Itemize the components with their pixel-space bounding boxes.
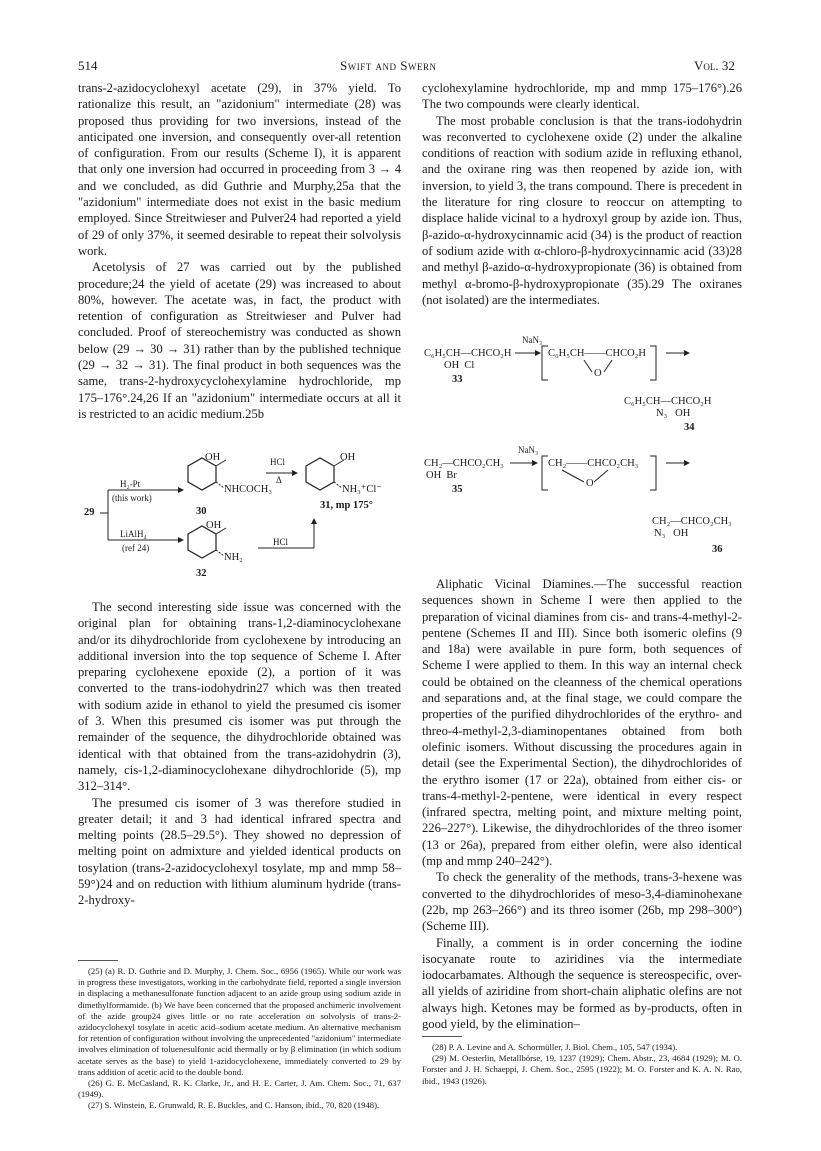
footnote-rule bbox=[422, 1036, 462, 1037]
label-delta: Δ bbox=[276, 475, 282, 485]
page-number: 514 bbox=[78, 58, 98, 73]
substituents: OH Br bbox=[426, 470, 457, 481]
label-h2pt: H₂-Pt bbox=[120, 479, 141, 489]
footnote: (27) S. Winstein, E. Grunwald, R. E. Buckles, and C. Hanson, ibid., 70, 820 (1948). bbox=[88, 1100, 380, 1111]
label-oh: OH bbox=[205, 452, 221, 463]
scheme-oxirane-intermediates bbox=[422, 335, 752, 572]
scheme-svg bbox=[422, 340, 752, 572]
substituents: OH Cl bbox=[444, 360, 475, 371]
footnote: (26) G. E. McCasland, R. K. Clarke, Jr., and H. E. Carter, J. Am. Chem. Soc., 71, 637 (1949). bbox=[78, 1078, 401, 1100]
label-nh3cl: NH₃⁺Cl⁻ bbox=[342, 484, 382, 495]
scheme-svg bbox=[78, 448, 408, 583]
label-hcl: HCl bbox=[270, 457, 286, 467]
paragraph: trans-2-azidocyclohexyl acetate (29), in 37% yield. To rationalize this result, an "azidonium" intermediate (28) was proposed thus providing for two inversions, instead of the anticipated one inversion, and consequently over-all retention of configuration. From our results (Scheme I), it is apparent that only one inversion had occurred in proceeding from 3 → 4 and we concluded, as did Guthrie and Murphy,25a that the "azidonium" intermediate does not exist in the basic medium employed. Since Streitwieser and Pulver24 had reported a yield of 29 of only 37%, it seemed desirable to repeat their solvolysis work. bbox=[78, 81, 401, 258]
label-this-work: (this work) bbox=[112, 493, 152, 503]
compound-number: 35 bbox=[452, 484, 463, 495]
compound-35: CH₂—CHCO₂CH₃ bbox=[424, 458, 504, 469]
reagent-label: NaN₃ bbox=[518, 445, 539, 455]
label-oh: OH bbox=[206, 520, 222, 531]
compound-34: C₆H₅CH—CHCO₂H bbox=[624, 396, 712, 407]
footnotes-left bbox=[78, 966, 401, 1112]
substituents: N₃ OH bbox=[654, 528, 689, 539]
compound-36: CH₂—CHCO₂CH₃ bbox=[652, 516, 732, 527]
left-column-bottom bbox=[78, 599, 401, 909]
compound-label: 31, mp 175° bbox=[320, 500, 373, 511]
label-ref24: (ref 24) bbox=[122, 543, 150, 553]
right-column-bottom bbox=[422, 576, 742, 1032]
compound-number: 29 bbox=[84, 507, 95, 518]
footnotes-right bbox=[422, 1042, 742, 1087]
footnote-rule bbox=[78, 960, 118, 961]
compound-number: 30 bbox=[196, 506, 207, 517]
cyclohexane-ring bbox=[306, 458, 334, 490]
paragraph: The most probable conclusion is that the trans-iodohydrin was reconverted to cyclohexene oxide (2) under the alkaline conditions of reaction with sodium azide in refluxing ethanol, and the oxirane ring was then reopened by azide ion, with inversion, to yield 3, the trans compound. There is precedent in the literature for ring closure to reoccur on attempting to displace halide vicinal to a hydroxyl group by azide ion. Thus, β-azido-α-hydroxycinnamic acid (34) is the product of reaction of sodium azide with α-chloro-β-hydroxycinnamic acid (33)28 and methyl β-azido-α-hydroxypropionate (36) is obtained from methyl α-bromo-β-hydroxypropionate (35).29 The oxiranes (not isolated) are the intermediates. bbox=[422, 113, 742, 307]
paragraph: cyclohexylamine hydrochloride, mp and mmp 175–176°).26 The two compounds were clearly identical. bbox=[422, 81, 742, 112]
label-nhcoch3: NHCOCH₃ bbox=[224, 484, 272, 495]
compound-33: C₆H₅CH—CHCO₂H bbox=[424, 348, 512, 359]
substituents: N₃ OH bbox=[656, 408, 691, 419]
label-lialh4: LiAlH₄ bbox=[120, 529, 147, 539]
label-oh: OH bbox=[340, 452, 356, 463]
running-title: Swift and Swern bbox=[340, 58, 437, 73]
left-column-top bbox=[78, 80, 401, 422]
compound-number: 34 bbox=[684, 422, 695, 433]
oxygen-label: O bbox=[586, 478, 594, 489]
footnote: (29) M. Oesterlin, Metallbörse, 19, 1237 (1929); Chem. Abstr., 23, 4684 (1929); M. O. Forster and J. H. Schaeppi, J. Chem. Soc., 2595 (1922); M. O. Forster and K. A. N. Rao, ibid., 1943 (1926). bbox=[422, 1053, 742, 1086]
paragraph: Acetolysis of 27 was carried out by the published procedure;24 the yield of acetate (29) was increased to about 80%, however. The acetate was, in fact, the product with retention of configuration as Streitwieser and Pulver had concluded. Proof of stereochemistry was conducted as shown below (29 → 30 → 31) rather than by the published technique (29 → 32 → 31). The final product in both sequences was the same, trans-2-hydroxycyclohexylamine hydrochloride, mp 175–176°.24,26 If an "azidonium" intermediate occurs at all it is restricted to an acidic medium.25b bbox=[78, 260, 401, 421]
volume-label: Vol. 32 bbox=[694, 58, 735, 73]
label-hcl: HCl bbox=[273, 537, 289, 547]
oxygen-label: O bbox=[594, 368, 602, 379]
reagent-label: NaN₃ bbox=[522, 335, 543, 345]
paragraph: Aliphatic Vicinal Diamines.—The successful reaction sequences shown in Scheme I were then applied to the preparation of vicinal diamines from cis- and trans-4-methyl-2-pentene (Schemes II and III). Since both isomeric olefins (9 and 18a) were available in pure form, both sequences of Scheme I were applied to them. In this way an internal check could be obtained on the cleanness of the chemical operations and separations and, at the final stage, we could compare the properties of the purified dihydrochlorides of the erythro- and threo-4-methyl-2,3-diaminopentanes obtained from both olefinic isomers. Without discussing the procedures again in detail (see the Experimental Section), the dihydrochlorides of the erythro isomer (17 or 22a), obtained from either cis- or trans-4-methyl-2-pentene, were identical in every respect (infrared spectra, melting point, and mixture melting point, 226–227°). Likewise, the dihydrochlorides of the threo isomer (13 or 26a), prepared from either olefin, were also identical (mp and mmp 240–242°). bbox=[422, 577, 742, 869]
paragraph: The second interesting side issue was concerned with the original plan for obtaining trans-1,2-diaminocyclohexane and/or its dihydrochloride from cyclohexene by introducing an additional inversion into the top sequence of Scheme I. After preparing cyclohexene epoxide (2), a portion of it was converted to the trans-iodohydrin27 which was then treated with sodium azide in ethanol to yield the presumed cis isomer of 3. When this presumed cis isomer was put through the remainder of the sequence, the dihydrochloride obtained was identical with that obtained from the trans-azidohydrin (3), namely, cis-1,2-diaminocyclohexane dihydrochloride (5), mp 312–314°. bbox=[78, 600, 401, 794]
footnote: (25) (a) R. D. Guthrie and D. Murphy, J. Chem. Soc., 6956 (1965). While our work was in progress these investigators, working in the carbohydrate field, reported a single inversion in displacing a methanesulfonate function adjacent to an azide group using sodium azide in dimethylformamide. (b) We have been concerned that the proposed anchimeric involvement of the azide group24 gives little or no rate acceleration on solvolysis of trans-2-azidocyclohexyl tosylate in acetic acid–sodium acetate medium. An alternative mechanism for retention of configuration without involving the unprecedented "azidonium" intermediate involves elimination of toluenesulfonic acid thermally or by β elimination (in which sodium acetate serves as the base) to yield 1-azidocyclohexene, immediately converted to 29 by trans addition of acetic acid to the double bond. bbox=[78, 966, 401, 1077]
right-column-top bbox=[422, 80, 742, 308]
paragraph: Finally, a comment is in order concerning the iodine isocyanate route to aziridines via the intermediate iodocarbamates. Although the sequence is stereospecific, over-all yields of aziridine from short-chain aliphatic olefins are not always high. Ketones may be formed as by-products, often in good yield, by the elimination– bbox=[422, 935, 742, 1032]
paragraph: The presumed cis isomer of 3 was therefore studied in greater detail; it and 3 had identical infrared spectra and melting points (28.5–29.5°). They showed no depression of melting point on admixture and yielded identical products on tosylation (trans-2-azidocyclohexyl tosylate, mp and mmp 58–59°)24 and on reduction with lithium aluminum hydride (trans-2-hydroxy- bbox=[78, 795, 401, 908]
label-nh2: NH₂ bbox=[224, 552, 243, 563]
compound-number: 36 bbox=[712, 544, 723, 555]
compound-number: 32 bbox=[196, 568, 207, 579]
epoxide-intermediate: CH₂——CHCO₂CH₃ bbox=[548, 458, 639, 469]
epoxide-intermediate: C₆H₅CH——CHCO₂H bbox=[548, 348, 646, 359]
paragraph: To check the generality of the methods, trans-3-hexene was converted to the dihydrochlorides of meso-3,4-diaminohexane (22b, mp 263–266°) and its threo isomer (26b, mp 298–300°) (Scheme III). bbox=[422, 870, 742, 934]
scheme-hydroxycyclohexylamine bbox=[78, 448, 408, 583]
footnote: (28) P. A. Levine and A. Schormüller, J. Biol. Chem., 105, 547 (1934). bbox=[432, 1042, 678, 1052]
compound-number: 33 bbox=[452, 374, 463, 385]
